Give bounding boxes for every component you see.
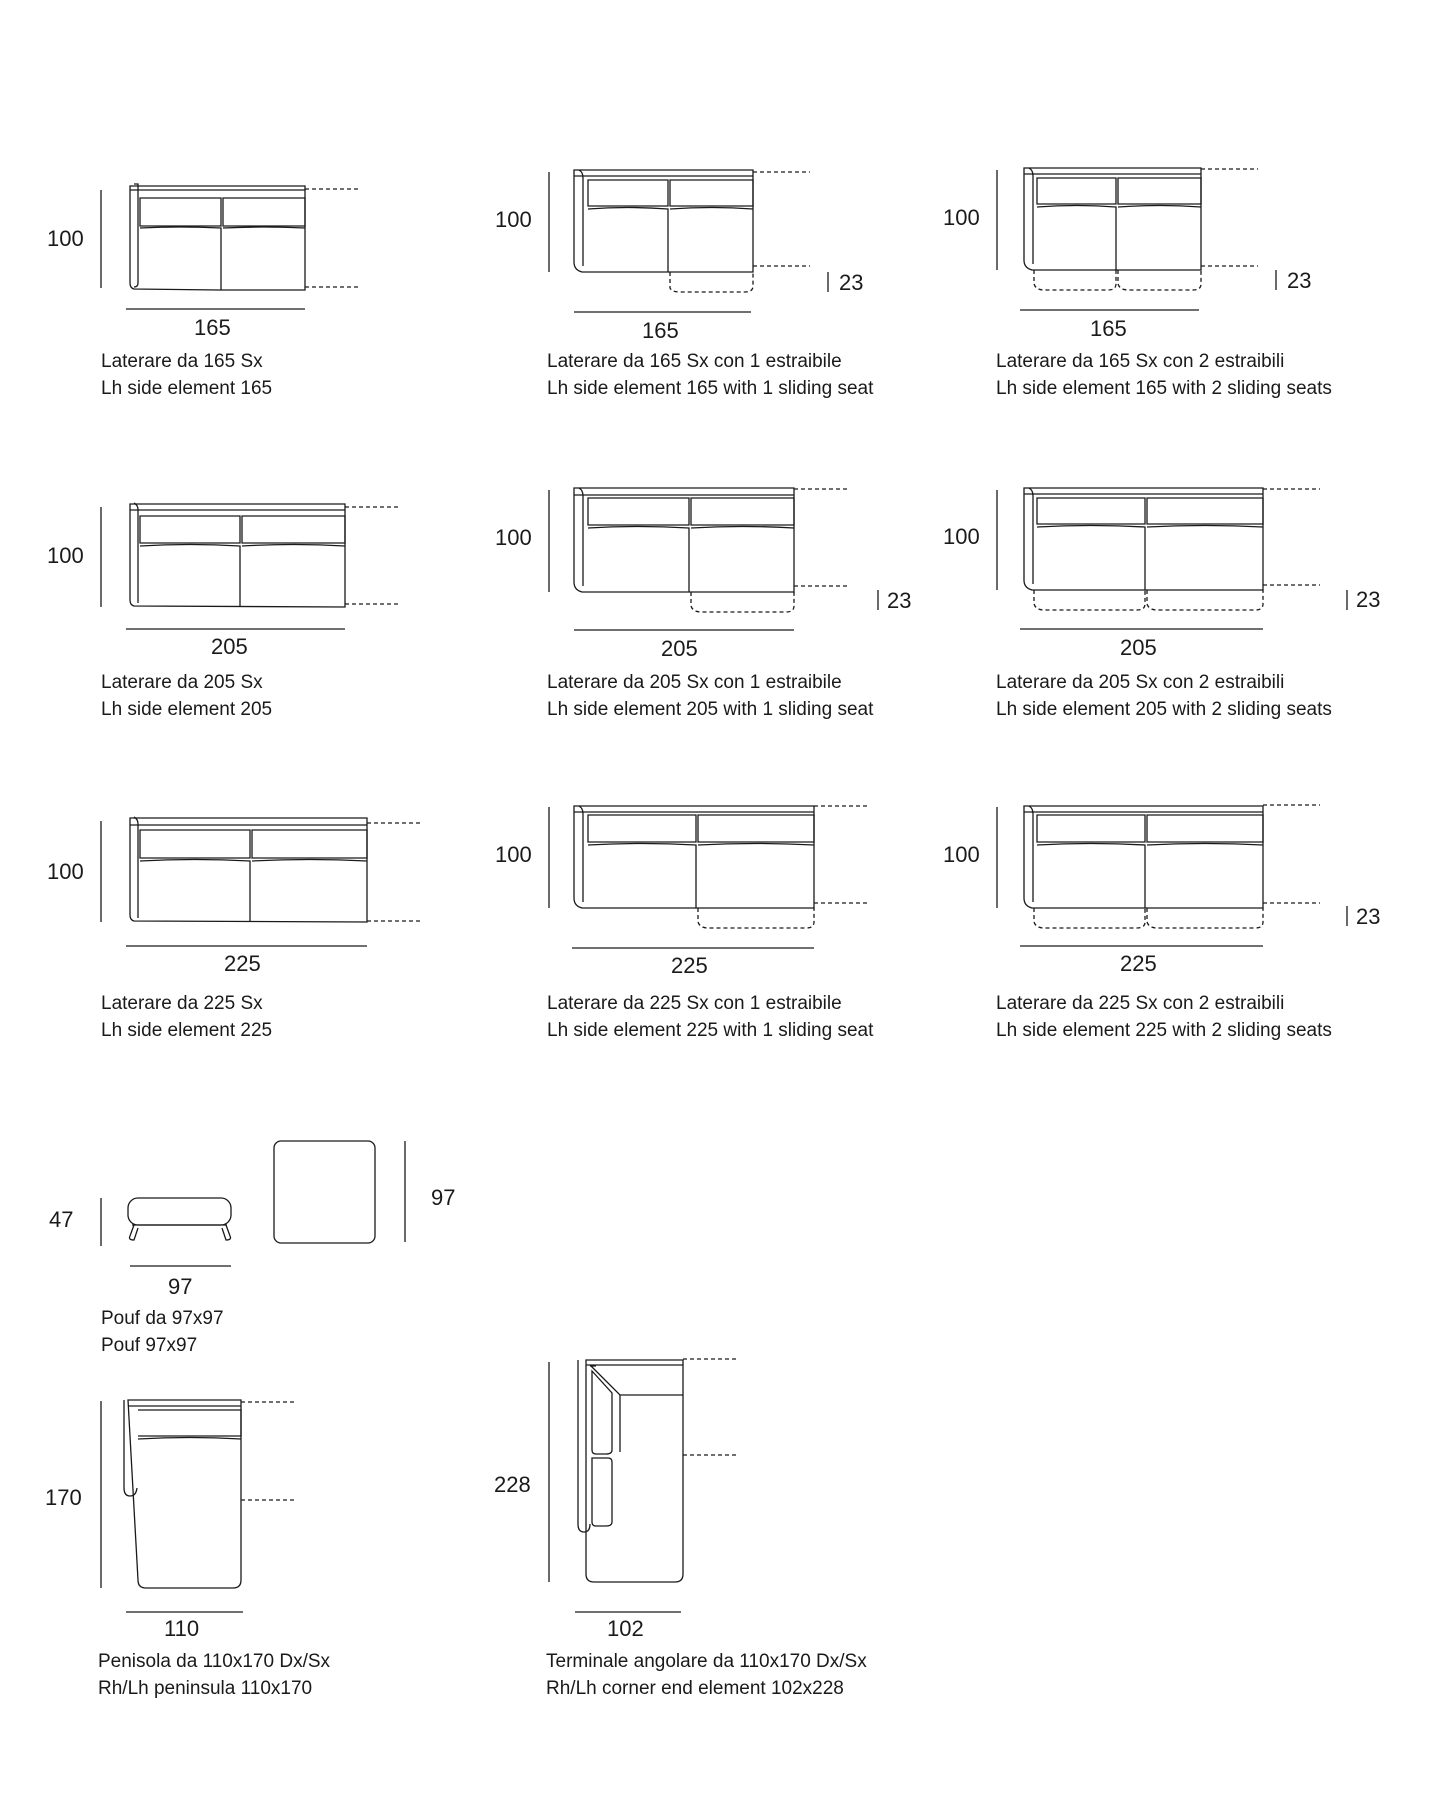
element-side-225-2-sliding bbox=[997, 805, 1347, 946]
depth-label: 100 bbox=[495, 525, 532, 550]
width-label: 110 bbox=[164, 1616, 200, 1641]
back-frame bbox=[130, 504, 345, 607]
seat-cushions bbox=[588, 208, 753, 273]
width-label: 225 bbox=[224, 951, 261, 976]
depth-label: 170 bbox=[45, 1485, 82, 1510]
element-side-205-2-sliding bbox=[997, 488, 1347, 629]
back-frame bbox=[1024, 168, 1201, 270]
back-frame bbox=[574, 806, 814, 908]
width-label: 102 bbox=[607, 1616, 644, 1641]
seat-cushion-line bbox=[138, 1438, 241, 1440]
seat-cushions bbox=[588, 844, 814, 909]
caption-english: Lh side element 165 bbox=[101, 378, 273, 399]
back-frame bbox=[574, 170, 753, 272]
depth-label: 100 bbox=[47, 859, 84, 884]
caption-english: Lh side element 225 with 1 sliding seat bbox=[547, 1020, 874, 1041]
sliding-seat-right-outline bbox=[1118, 270, 1201, 290]
caption-english: Lh side element 205 with 2 sliding seats bbox=[996, 699, 1332, 720]
element-side-165-2-sliding bbox=[997, 168, 1276, 310]
pouf-cushion-side bbox=[128, 1198, 231, 1225]
width-label: 165 bbox=[642, 318, 679, 343]
back-frame bbox=[130, 818, 367, 922]
armrest bbox=[1029, 806, 1033, 902]
extension-label: 23 bbox=[839, 270, 864, 295]
width-label: 165 bbox=[194, 315, 231, 340]
sliding-seat-outline bbox=[698, 908, 814, 928]
back-cushion-left bbox=[1037, 498, 1145, 524]
pouf-top-view bbox=[274, 1141, 375, 1243]
back-cushion-right bbox=[1147, 815, 1263, 842]
back-cushion-left bbox=[1037, 815, 1145, 842]
peninsula-frame bbox=[128, 1400, 241, 1588]
seat-cushions bbox=[140, 860, 367, 923]
seat-cushions bbox=[1037, 206, 1201, 271]
back-cushion-right bbox=[252, 830, 367, 858]
back-cushion-right bbox=[1118, 178, 1201, 204]
element-side-165 bbox=[101, 184, 360, 309]
back-frame bbox=[574, 488, 794, 592]
back-cushion-left bbox=[588, 498, 689, 525]
element-side-225-1-sliding bbox=[549, 806, 870, 948]
sliding-seat-right-outline bbox=[1147, 908, 1263, 928]
back-cushion-right bbox=[670, 180, 753, 206]
extension-label: 23 bbox=[887, 588, 912, 613]
element-side-205 bbox=[101, 503, 400, 629]
depth-label: 100 bbox=[47, 543, 84, 568]
width-label: 205 bbox=[211, 634, 248, 659]
caption-english: Pouf 97x97 bbox=[101, 1335, 198, 1356]
caption-italian: Laterare da 205 Sx con 2 estraibili bbox=[996, 672, 1285, 693]
caption-italian: Laterare da 165 Sx bbox=[101, 351, 263, 372]
caption-italian: Laterare da 165 Sx con 2 estraibili bbox=[996, 351, 1285, 372]
seat-cushions bbox=[140, 227, 305, 290]
caption-english: Lh side element 205 bbox=[101, 699, 273, 720]
corner-frame bbox=[586, 1360, 683, 1582]
back-cushion bbox=[138, 1410, 241, 1436]
width-label: 205 bbox=[661, 636, 698, 661]
seat-cushions bbox=[140, 545, 345, 608]
extension-label: 23 bbox=[1287, 268, 1312, 293]
armrest bbox=[579, 806, 583, 902]
armrest bbox=[579, 488, 583, 586]
depth-label: 100 bbox=[495, 207, 532, 232]
back-frame bbox=[1024, 806, 1263, 908]
sliding-seat-outline bbox=[670, 272, 753, 292]
depth-label: 100 bbox=[47, 226, 84, 251]
element-corner-end bbox=[549, 1359, 738, 1612]
width-label: 165 bbox=[1090, 316, 1127, 341]
back-cushion-left bbox=[588, 180, 668, 206]
armrest bbox=[579, 170, 583, 266]
caption-italian: Laterare da 225 Sx con 1 estraibile bbox=[547, 993, 842, 1014]
caption-italian: Laterare da 205 Sx bbox=[101, 672, 263, 693]
caption-english: Rh/Lh peninsula 110x170 bbox=[98, 1678, 313, 1699]
width-label: 205 bbox=[1120, 635, 1157, 660]
back-cushion-right bbox=[691, 498, 794, 525]
element-pouf bbox=[101, 1141, 405, 1266]
element-side-225 bbox=[101, 817, 422, 946]
depth-label: 97 bbox=[431, 1185, 456, 1210]
seat-cushions bbox=[588, 527, 794, 593]
sliding-seat-left-outline bbox=[1034, 590, 1145, 610]
back-cushion-right bbox=[698, 815, 814, 842]
armrest bbox=[134, 184, 138, 287]
back-cushion-left bbox=[1037, 178, 1116, 204]
element-side-165-1-sliding bbox=[549, 170, 828, 312]
corner-back-cushion bbox=[590, 1366, 620, 1452]
back-cushion-left bbox=[140, 198, 221, 226]
back-cushion-right bbox=[242, 516, 345, 543]
armrest bbox=[134, 817, 138, 918]
caption-english: Lh side element 165 with 1 sliding seat bbox=[547, 378, 874, 399]
back-cushion-left bbox=[140, 516, 240, 543]
back-cushion-right bbox=[1147, 498, 1263, 524]
corner-diagonal bbox=[590, 1365, 683, 1395]
caption-italian: Penisola da 110x170 Dx/Sx bbox=[98, 1651, 331, 1672]
back-cushion-lower bbox=[592, 1458, 612, 1526]
armrest bbox=[1029, 488, 1033, 584]
caption-english: Lh side element 225 with 2 sliding seats bbox=[996, 1020, 1332, 1041]
depth-label: 100 bbox=[943, 205, 980, 230]
armrest bbox=[578, 1360, 590, 1532]
extension-label: 23 bbox=[1356, 904, 1381, 929]
caption-english: Lh side element 165 with 2 sliding seats bbox=[996, 378, 1332, 399]
seat-cushions bbox=[1037, 526, 1263, 591]
width-label: 225 bbox=[1120, 951, 1157, 976]
width-label: 97 bbox=[168, 1274, 193, 1299]
sliding-seat-outline bbox=[691, 592, 794, 612]
caption-italian: Laterare da 165 Sx con 1 estraibile bbox=[547, 351, 842, 372]
caption-italian: Pouf da 97x97 bbox=[101, 1308, 224, 1329]
caption-italian: Terminale angolare da 110x170 Dx/Sx bbox=[546, 1651, 867, 1672]
sliding-seat-right-outline bbox=[1147, 590, 1263, 610]
caption-italian: Laterare da 225 Sx con 2 estraibili bbox=[996, 993, 1285, 1014]
armrest bbox=[1029, 168, 1033, 264]
seat-cushions bbox=[1037, 844, 1263, 909]
sliding-seat-left-outline bbox=[1034, 270, 1116, 290]
sliding-seat-left-outline bbox=[1034, 908, 1145, 928]
caption-english: Lh side element 205 with 1 sliding seat bbox=[547, 699, 874, 720]
width-label: 225 bbox=[671, 953, 708, 978]
back-frame bbox=[1024, 488, 1263, 590]
back-cushion-right bbox=[223, 198, 305, 226]
depth-label: 100 bbox=[495, 842, 532, 867]
back-cushion-left bbox=[588, 815, 696, 842]
back-frame bbox=[130, 186, 305, 290]
pouf-base-feet bbox=[130, 1225, 231, 1240]
element-peninsula bbox=[101, 1400, 296, 1612]
depth-label: 228 bbox=[494, 1472, 531, 1497]
back-cushion-left bbox=[140, 830, 250, 858]
caption-italian: Laterare da 225 Sx bbox=[101, 993, 263, 1014]
caption-english: Lh side element 225 bbox=[101, 1020, 273, 1041]
depth-label: 100 bbox=[943, 524, 980, 549]
height-label: 47 bbox=[49, 1207, 74, 1232]
caption-english: Rh/Lh corner end element 102x228 bbox=[546, 1678, 844, 1699]
extension-label: 23 bbox=[1356, 587, 1381, 612]
caption-italian: Laterare da 205 Sx con 1 estraibile bbox=[547, 672, 842, 693]
depth-label: 100 bbox=[943, 842, 980, 867]
element-side-205-1-sliding bbox=[549, 488, 878, 630]
armrest bbox=[134, 503, 138, 603]
